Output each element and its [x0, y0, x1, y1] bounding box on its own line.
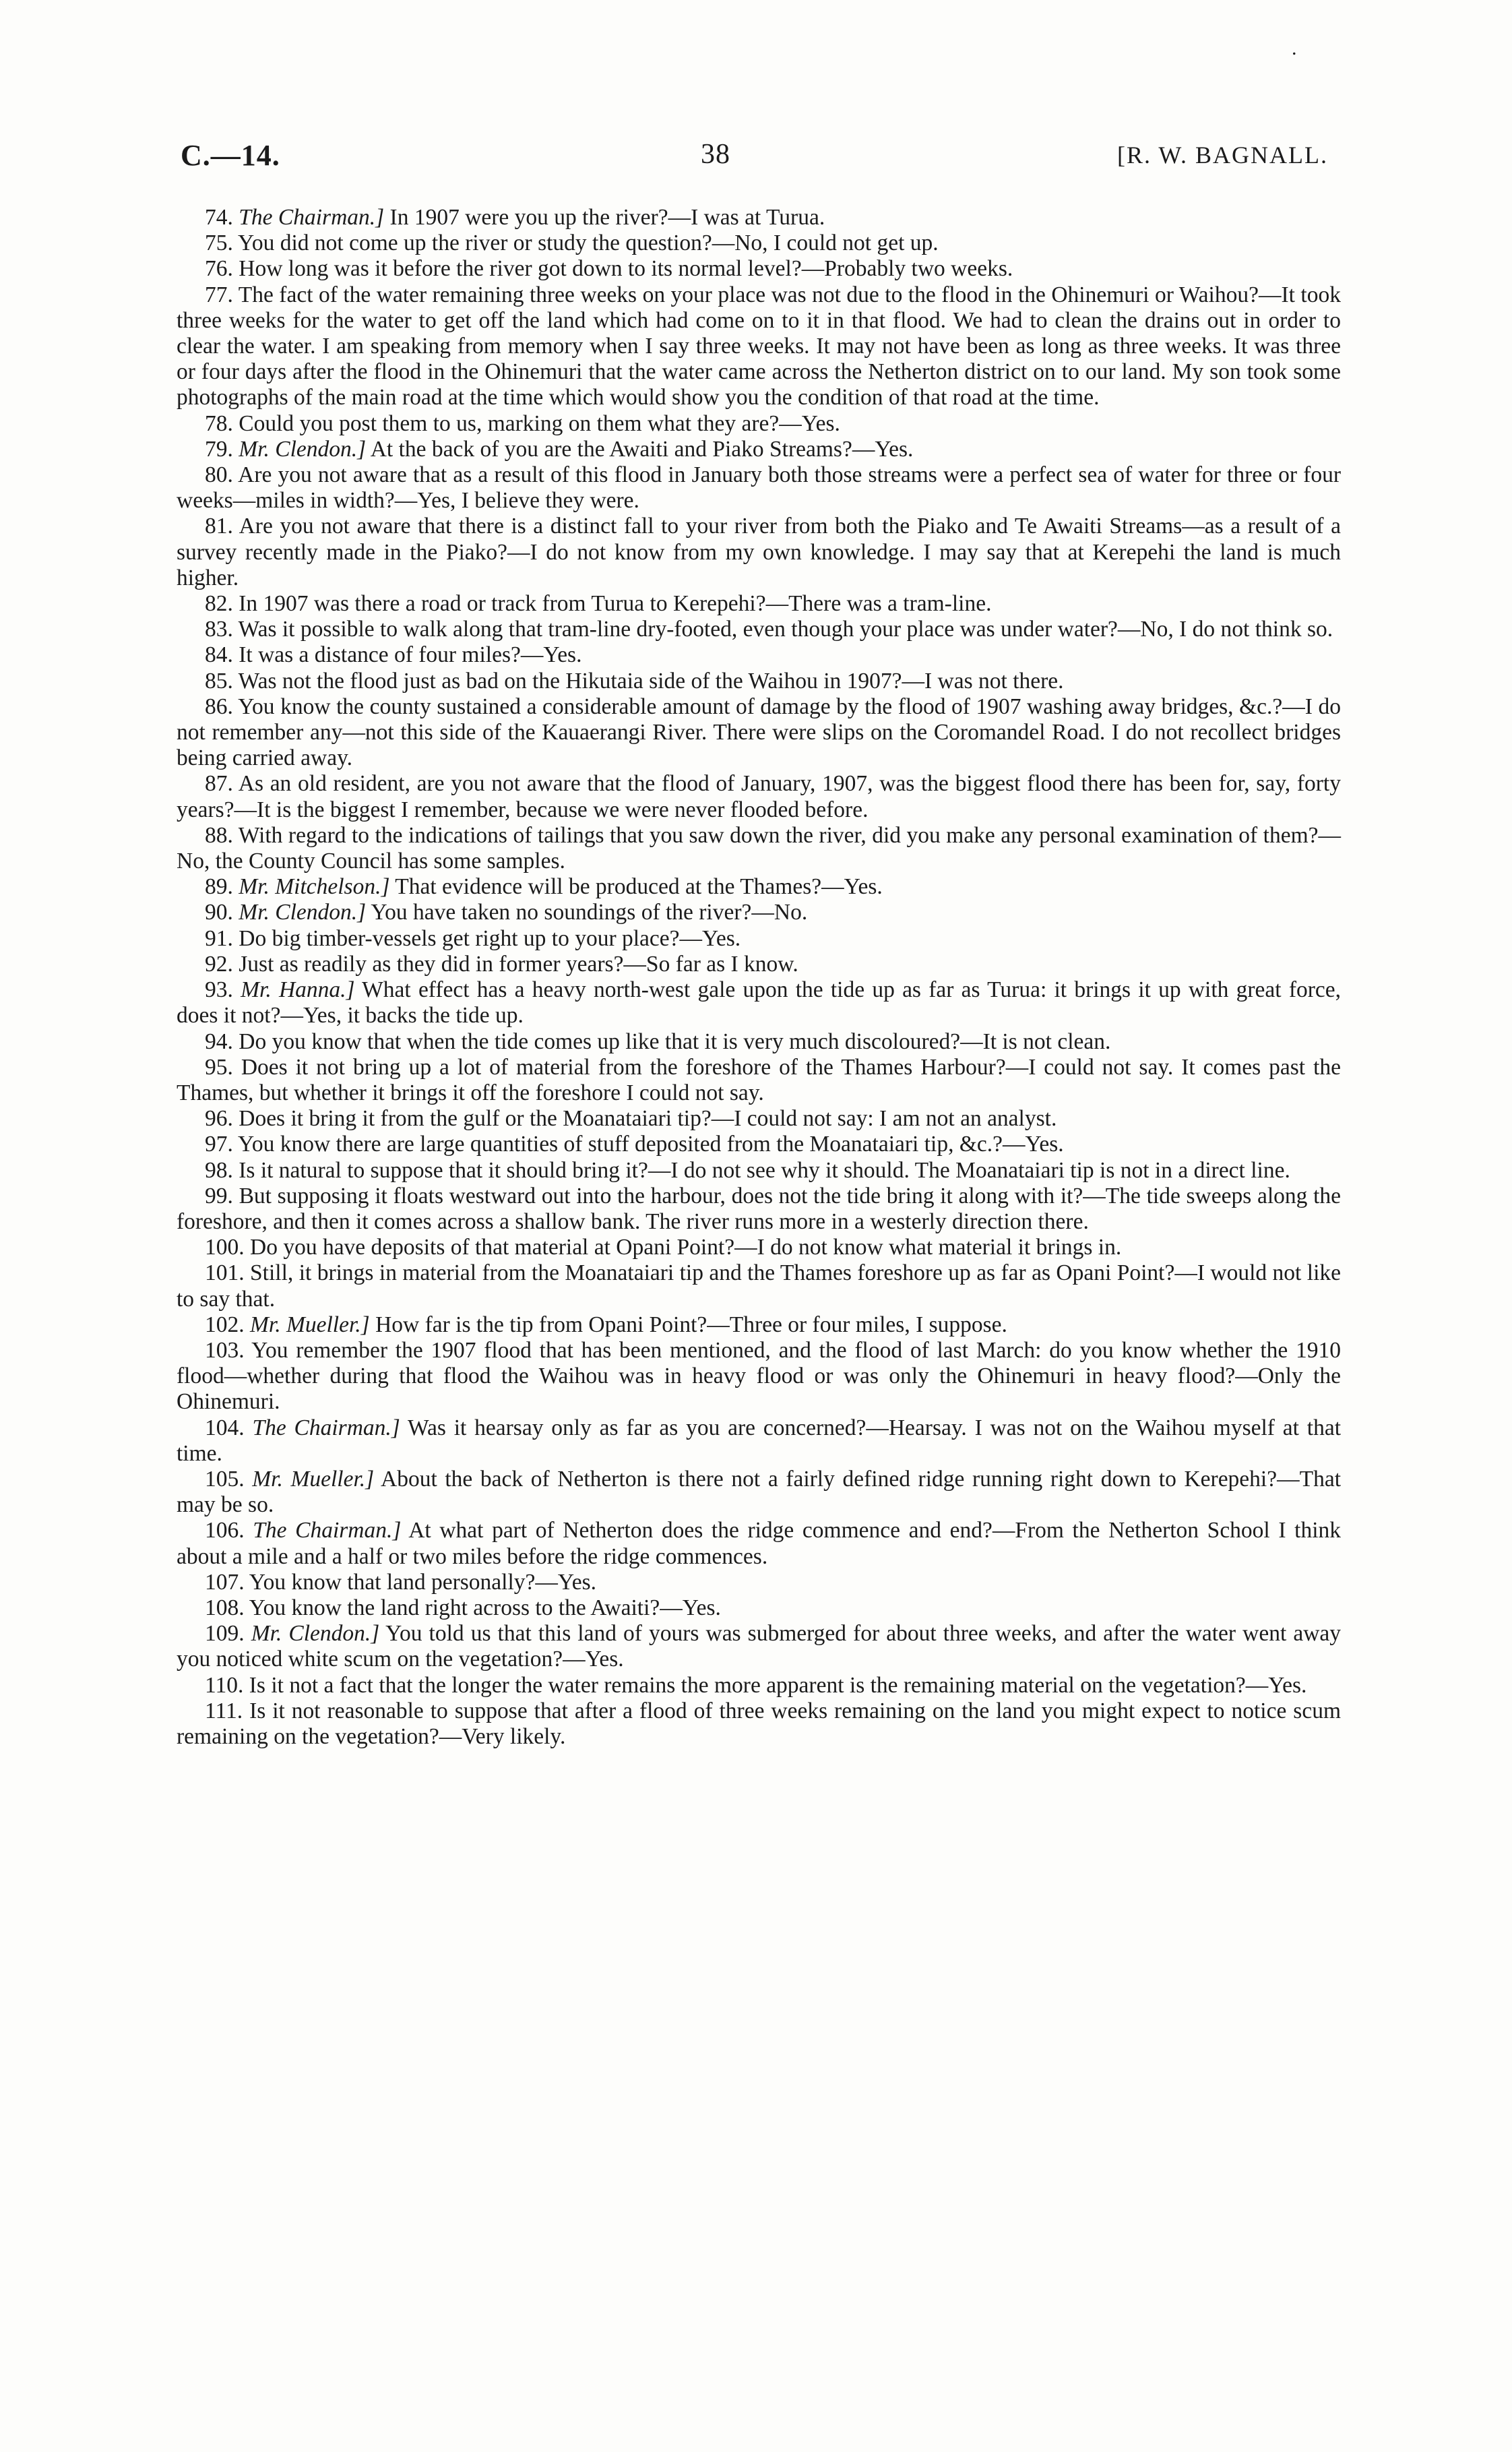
corner-mark: . — [1292, 37, 1297, 59]
question-number: 77. — [205, 282, 233, 307]
question-answer-text: Does it not bring up a lot of material from the foreshore of the Thames Harbour?—I could not say. It comes past the Thames, but whether it brings it off the foreshore I could not say. — [177, 1054, 1341, 1105]
question-number: 110. — [205, 1672, 244, 1698]
question-number: 109. — [205, 1621, 245, 1647]
question-answer-text: Just as readily as they did in former years?—So far as I know. — [239, 951, 798, 977]
speaker-name: Mr. Hanna.] — [241, 977, 355, 1003]
question-number: 101. — [205, 1260, 245, 1286]
question-answer-text: About the back of Netherton is there not a fairly defined ridge running right down to Kerepehi?—That may be so. — [177, 1466, 1341, 1518]
question-answer-text: Is it not reasonable to suppose that after a flood of three weeks remaining on the land you might expect to notice scum remaining on the vegetation?—Very likely. — [177, 1698, 1341, 1749]
question-number: 76. — [205, 256, 233, 282]
question-paragraph — [177, 1467, 1341, 1518]
speaker-name: The Chairman.] — [253, 1518, 402, 1543]
question-answer-text: At what part of Netherton does the ridge commence and end?—From the Netherton School I think about a mile and a half or two miles before the ridge commences. — [177, 1518, 1342, 1569]
question-number: 108. — [205, 1595, 245, 1620]
question-number: 96. — [205, 1106, 233, 1132]
question-paragraph — [177, 771, 1341, 822]
question-number: 107. — [205, 1569, 245, 1595]
question-number: 105. — [205, 1466, 245, 1492]
question-number: 106. — [205, 1518, 245, 1543]
question-paragraph — [177, 1518, 1341, 1569]
question-number: 81. — [205, 514, 233, 539]
question-number: 79. — [205, 436, 233, 462]
speaker-name: Mr. Clendon.] — [239, 436, 367, 462]
question-answer-text: That evidence will be produced at the Thames?—Yes. — [395, 874, 883, 900]
question-number: 78. — [205, 410, 233, 436]
question-answer-text: You told us that this land of yours was submerged for about three weeks, and after the water went away you noticed white scum on the vegetation?—Yes. — [177, 1621, 1342, 1672]
question-paragraph — [177, 642, 1341, 668]
question-answer-text: But supposing it floats westward out into the harbour, does not the tide bring it along with it?—The tide sweeps along the foreshore, and then it comes across a shallow bank. The river runs more in a westerly direction there. — [177, 1183, 1341, 1234]
question-paragraph — [177, 1029, 1341, 1055]
question-answer-text: Was it hearsay only as far as you are concerned?—Hearsay. I was not on the Waihou myself at that time. — [177, 1415, 1342, 1466]
question-answer-text: You know the county sustained a considerable amount of damage by the flood of 1907 washing away bridges, &c.?—I do not remember any—not this side of the Kauaerangi River. There were slips on the Coromandel Road. I do not recollect bridges being carried away. — [177, 694, 1341, 771]
question-answer-text: Does it bring it from the gulf or the Moanataiari tip?—I could not say: I am not an analyst. — [239, 1106, 1057, 1132]
question-number: 74. — [205, 205, 233, 230]
question-number: 94. — [205, 1029, 233, 1054]
question-paragraph — [177, 591, 1341, 617]
question-answer-text: In 1907 was there a road or track from Turua to Kerepehi?—There was a tram-line. — [239, 591, 992, 617]
question-number: 87. — [205, 771, 233, 797]
question-paragraph — [177, 952, 1341, 977]
question-number: 95. — [205, 1054, 233, 1080]
evidence-transcript — [177, 205, 1341, 1750]
question-paragraph — [177, 1698, 1341, 1750]
question-paragraph — [177, 282, 1341, 411]
question-number: 89. — [205, 874, 233, 900]
question-paragraph — [177, 1595, 1341, 1621]
question-answer-text: Are you not aware that there is a distinct fall to your river from both the Piako and Te Awaiti Streams—as a result of a survey recently made in the Piako?—I do not know from my own knowledge. I may say that at Kerepehi the land is much higher. — [177, 514, 1341, 590]
question-answer-text: Was not the flood just as bad on the Hikutaia side of the Waihou in 1907?—I was not there. — [238, 668, 1064, 694]
question-number: 111. — [205, 1698, 243, 1723]
question-answer-text: Do you have deposits of that material at Opani Point?—I do not know what material it brings in. — [250, 1235, 1122, 1260]
question-number: 103. — [205, 1337, 245, 1363]
question-number: 98. — [205, 1157, 233, 1183]
question-number: 88. — [205, 822, 233, 848]
question-number: 82. — [205, 591, 233, 617]
question-paragraph — [177, 1673, 1341, 1698]
question-paragraph — [177, 1158, 1341, 1184]
question-number: 83. — [205, 617, 233, 642]
question-answer-text: How far is the tip from Opani Point?—Three or four miles, I suppose. — [375, 1312, 1007, 1337]
question-answer-text: With regard to the indications of tailings that you saw down the river, did you make any personal examination of them?—No, the County Council has some samples. — [177, 822, 1341, 874]
question-paragraph — [177, 1055, 1341, 1106]
question-paragraph — [177, 617, 1341, 642]
question-number: 99. — [205, 1183, 233, 1208]
question-paragraph — [177, 411, 1341, 437]
question-paragraph — [177, 1570, 1341, 1595]
question-paragraph — [177, 1312, 1341, 1338]
question-paragraph — [177, 1106, 1341, 1132]
question-paragraph — [177, 231, 1341, 256]
speaker-name: The Chairman.] — [239, 205, 385, 230]
question-number: 97. — [205, 1132, 233, 1157]
speaker-name: Mr. Clendon.] — [251, 1621, 380, 1647]
question-paragraph — [177, 1132, 1341, 1157]
question-paragraph — [177, 1338, 1341, 1415]
question-number: 91. — [205, 925, 233, 951]
question-answer-text: You know the land right across to the Awaiti?—Yes. — [249, 1595, 721, 1620]
question-paragraph — [177, 1184, 1341, 1235]
question-answer-text: As an old resident, are you not aware that the flood of January, 1907, was the biggest flood there has been for, say, forty years?—It is the biggest I remember, because we were never flooded before. — [177, 771, 1341, 822]
question-answer-text: Is it not a fact that the longer the water remains the more apparent is the remaining material on the vegetation?—Yes. — [249, 1672, 1307, 1698]
question-paragraph — [177, 1235, 1341, 1260]
question-paragraph — [177, 462, 1341, 514]
question-paragraph — [177, 514, 1341, 591]
document-reference: C.—14. — [181, 139, 280, 172]
speaker-name: Mr. Mueller.] — [252, 1466, 375, 1492]
question-paragraph — [177, 1260, 1341, 1312]
question-answer-text: Could you post them to us, marking on them what they are?—Yes. — [239, 410, 840, 436]
question-paragraph — [177, 926, 1341, 952]
question-number: 92. — [205, 951, 233, 977]
question-paragraph — [177, 977, 1341, 1029]
question-answer-text: You know there are large quantities of stuff deposited from the Moanataiari tip, &c.?—Yes. — [238, 1132, 1064, 1157]
page-number: 38 — [701, 139, 730, 170]
question-answer-text: The fact of the water remaining three weeks on your place was not due to the flood in the Ohinemuri or Waihou?—It took three weeks for the water to get off the land which had come on to it in that flood. We had to clean the drains out in order to clear the water. I am speaking from memory when I say three weeks. It may not have been as long as three weeks. It was three or four days after the flood in the Ohinemuri that the water came across the Netherton district on to our land. My son took some photographs of the main road at the time which would show you the condition of that road at the time. — [177, 282, 1341, 410]
question-answer-text: Are you not aware that as a result of this flood in January both those streams were a perfect sea of water for three or four weeks—miles in width?—Yes, I believe they were. — [177, 462, 1341, 514]
question-paragraph — [177, 874, 1341, 900]
question-answer-text: You remember the 1907 flood that has been mentioned, and the flood of last March: do you know whether the 1910 flood—whether during that flood the Waihou was in heavy flood or was only the Ohinemuri in heavy flood?—Only the Ohinemuri. — [177, 1337, 1341, 1415]
question-number: 93. — [205, 977, 233, 1003]
question-number: 90. — [205, 900, 233, 925]
speaker-name: Mr. Clendon.] — [239, 900, 367, 925]
question-number: 84. — [205, 642, 233, 668]
question-paragraph — [177, 823, 1341, 874]
question-paragraph — [177, 694, 1341, 772]
question-answer-text: In 1907 were you up the river?—I was at Turua. — [389, 205, 825, 230]
question-answer-text: Still, it brings in material from the Moanataiari tip and the Thames foreshore up as far as Opani Point?—I would not like to say that. — [177, 1260, 1341, 1312]
question-paragraph — [177, 669, 1341, 694]
question-number: 100. — [205, 1235, 245, 1260]
question-paragraph — [177, 205, 1341, 231]
question-number: 75. — [205, 231, 233, 256]
question-paragraph — [177, 437, 1341, 462]
question-number: 85. — [205, 668, 233, 694]
question-answer-text: Do you know that when the tide comes up like that it is very much discoloured?—It is not clean. — [239, 1029, 1111, 1054]
question-answer-text: How long was it before the river got down to its normal level?—Probably two weeks. — [239, 256, 1013, 282]
speaker-name: The Chairman.] — [252, 1415, 400, 1440]
question-number: 104. — [205, 1415, 245, 1440]
question-answer-text: Do big timber-vessels get right up to your place?—Yes. — [239, 925, 741, 951]
page-header — [0, 138, 1512, 179]
question-paragraph — [177, 1415, 1341, 1467]
question-paragraph — [177, 900, 1341, 925]
question-answer-text: Was it possible to walk along that tram-line dry-footed, even though your place was under water?—No, I do not think so. — [238, 617, 1333, 642]
speaker-name: Mr. Mueller.] — [250, 1312, 370, 1337]
question-paragraph — [177, 256, 1341, 282]
question-number: 86. — [205, 694, 233, 719]
question-number: 80. — [205, 462, 233, 488]
question-answer-text: At the back of you are the Awaiti and Piako Streams?—Yes. — [370, 436, 914, 462]
question-number: 102. — [205, 1312, 245, 1337]
witness-name: [R. W. BAGNALL. — [1117, 142, 1329, 168]
question-answer-text: What effect has a heavy north-west gale upon the tide up as far as Turua: it brings it up with great force, does it not?—Yes, it backs the tide up. — [177, 977, 1341, 1029]
question-answer-text: Is it natural to suppose that it should bring it?—I do not see why it should. The Moanataiari tip is not in a direct line. — [239, 1157, 1290, 1183]
question-answer-text: You have taken no soundings of the river?—No. — [371, 900, 808, 925]
question-paragraph — [177, 1621, 1341, 1672]
question-answer-text: You did not come up the river or study the question?—No, I could not get up. — [238, 231, 939, 256]
question-answer-text: It was a distance of four miles?—Yes. — [239, 642, 582, 668]
question-answer-text: You know that land personally?—Yes. — [249, 1569, 596, 1595]
speaker-name: Mr. Mitchelson.] — [239, 874, 390, 900]
